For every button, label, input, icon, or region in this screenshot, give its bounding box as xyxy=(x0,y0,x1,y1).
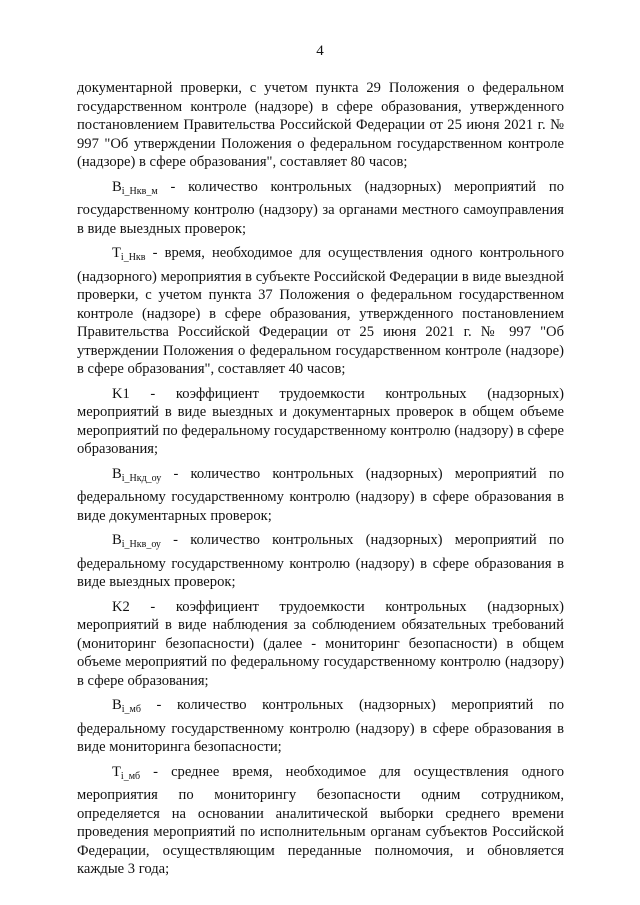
variable-symbol: B xyxy=(112,178,122,195)
definition-text: K2 - коэффициент трудоемкости контрольных (надзорных) мероприятий в виде наблюдения за соблюдением обязательных требований (мониторинг безопасности) (далее - мониторинг безопасности) в общем объеме мероприятий по федеральному государственному контролю (надзору) в сфере образования; xyxy=(77,598,564,689)
document-body xyxy=(77,79,564,879)
variable-subscript: i_Нкв_м xyxy=(121,185,158,197)
variable-subscript: i_мб xyxy=(121,704,141,715)
variable-symbol: B xyxy=(112,697,122,713)
variable-subscript: i_Нкд_оу xyxy=(121,472,162,484)
definition-paragraph xyxy=(77,385,564,459)
definition-text: - количество контрольных (надзорных) мероприятий по федеральному государственному контролю (надзору) в сфере образования в виде документарных проверок; xyxy=(77,465,564,524)
definition-paragraph xyxy=(77,598,564,691)
definition-text: K1 - коэффициент трудоемкости контрольных (надзорных) мероприятий в виде выездных и документарных проверок в общем объеме мероприятий по федеральному государственному контролю (надзору) в сфере образования; xyxy=(77,385,564,457)
variable-subscript: i_мб xyxy=(120,770,141,782)
definition-paragraph xyxy=(77,178,564,239)
definition-text: - среднее время, необходимое для осуществления одного мероприятия по мониторингу безопасности одним сотрудником, определяется на основании аналитической выборки среднего времени проведения мероприятий по исполнительным органам субъектов Российской Федерации, осуществляющим переданные полномочия, и обновляется каждые 3 года; xyxy=(77,763,564,877)
paragraph xyxy=(77,79,564,172)
definition-paragraph xyxy=(77,465,564,526)
page-number: 4 xyxy=(316,43,324,59)
definition-text: - время, необходимое для осуществления одного контрольного (надзорного) мероприятия в субъекте Российской Федерации в виде выездной проверки, с учетом пункта 37 Положения о федеральном государственном контроле (надзоре) в сфере образования, утвержденного постановлением Правительства Российской Федерации от 25 июня 2021 г. № 997 "Об утверждении Положения о федеральном государственном контроле (надзоре) в сфере образования", составляет 40 часов; xyxy=(77,245,564,377)
variable-subscript: i_Нкв_оу xyxy=(121,539,161,550)
variable-subscript: i_Нкв xyxy=(120,252,146,263)
definition-text: - количество контрольных (надзорных) мероприятий по федеральному государственному контролю (надзору) в сфере образования в виде мониторинга безопасности; xyxy=(77,697,564,755)
definition-paragraph xyxy=(77,244,564,379)
definition-paragraph xyxy=(77,763,564,879)
paragraph-text: документарной проверки, с учетом пункта 29 Положения о федеральном государственном контроле (надзоре) в сфере образования, утвержденного постановлением Правительства Российской Федерации от 25 июня 2021 г. № 997 "Об утверждении Положения о федеральном государственном контроле (надзоре) в сфере образования", составляет 80 часов; xyxy=(77,80,564,170)
definition-text: - количество контрольных (надзорных) мероприятий по государственному контролю (надзору) за органами местного самоуправления в виде выездных проверок; xyxy=(77,178,564,237)
variable-symbol: B xyxy=(112,465,122,482)
definition-paragraph xyxy=(77,696,564,757)
variable-symbol: T xyxy=(112,763,121,780)
variable-symbol: T xyxy=(112,245,121,261)
variable-symbol: B xyxy=(112,532,122,548)
definition-text: - количество контрольных (надзорных) мероприятий по федеральному государственному контролю (надзору) в сфере образования в виде выездных проверок; xyxy=(77,532,564,590)
definition-paragraph xyxy=(77,531,564,592)
